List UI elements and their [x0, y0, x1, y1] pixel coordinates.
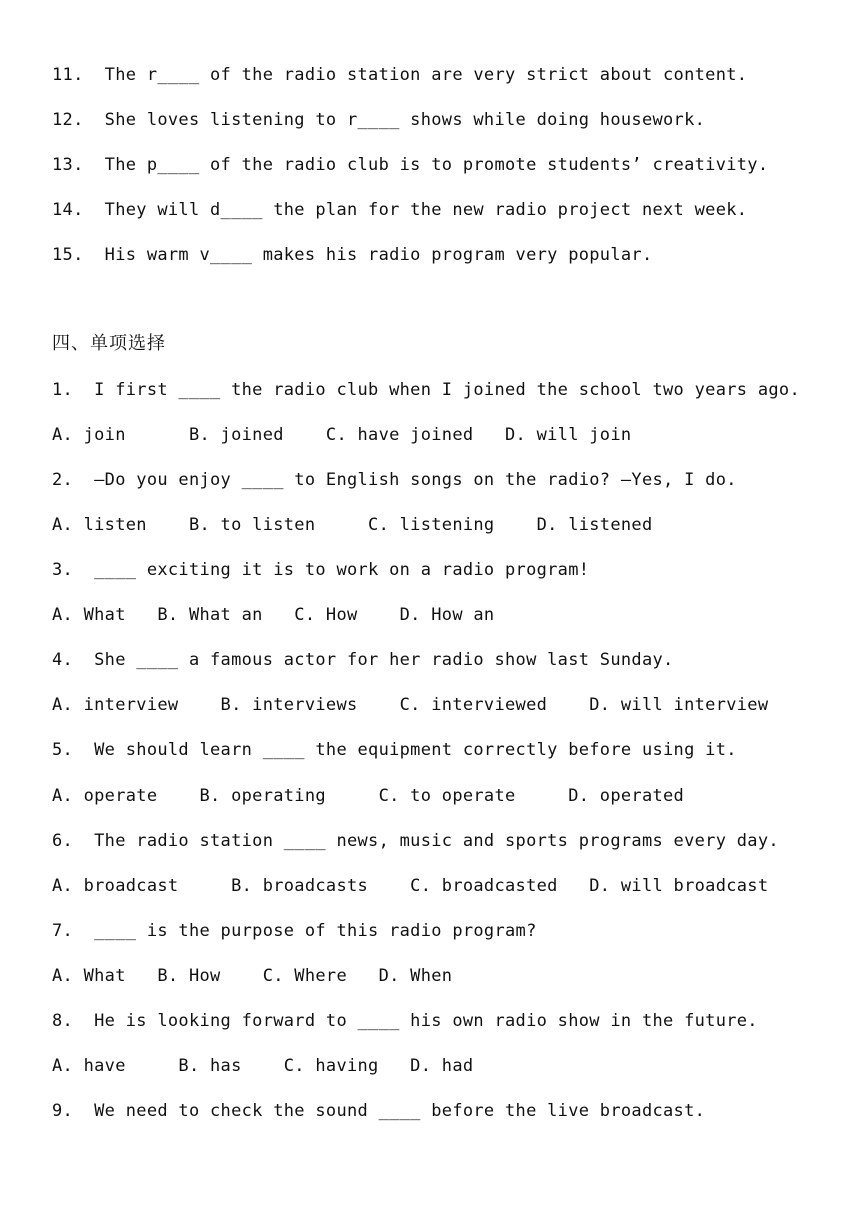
question-7-options: A. What B. How C. Where D. When	[52, 966, 453, 986]
question-2-stem: 2. —Do you enjoy ____ to English songs on the radio? —Yes, I do.	[52, 470, 737, 490]
question-2-options: A. listen B. to listen C. listening D. listened	[52, 515, 653, 535]
question-6-options: A. broadcast B. broadcasts C. broadcasted D. will broadcast	[52, 876, 769, 896]
fill-in-item-12: 12. She loves listening to r____ shows while doing housework.	[52, 110, 706, 130]
question-4-options: A. interview B. interviews C. interviewed D. will interview	[52, 695, 769, 715]
question-5-options: A. operate B. operating C. to operate D. operated	[52, 786, 685, 806]
question-8-stem: 8. He is looking forward to ____ his own radio show in the future.	[52, 1011, 758, 1031]
question-6-stem: 6. The radio station ____ news, music and sports programs every day.	[52, 831, 779, 851]
question-7-stem: 7. ____ is the purpose of this radio program?	[52, 921, 537, 941]
fill-in-item-14: 14. They will d____ the plan for the new radio project next week.	[52, 200, 748, 220]
question-4-stem: 4. She ____ a famous actor for her radio show last Sunday.	[52, 650, 674, 670]
question-1-options: A. join B. joined C. have joined D. will join	[52, 425, 632, 445]
fill-in-item-13: 13. The p____ of the radio club is to promote students’ creativity.	[52, 155, 769, 175]
question-8-options: A. have B. has C. having D. had	[52, 1056, 474, 1076]
question-9-stem: 9. We need to check the sound ____ before the live broadcast.	[52, 1101, 706, 1121]
fill-in-item-15: 15. His warm v____ makes his radio program very popular.	[52, 245, 653, 265]
question-3-stem: 3. ____ exciting it is to work on a radio program!	[52, 560, 590, 580]
question-1-stem: 1. I first ____ the radio club when I joined the school two years ago.	[52, 380, 800, 400]
question-3-options: A. What B. What an C. How D. How an	[52, 605, 495, 625]
fill-in-item-11: 11. The r____ of the radio station are very strict about content.	[52, 65, 748, 85]
question-5-stem: 5. We should learn ____ the equipment correctly before using it.	[52, 740, 737, 760]
section-title: 四、单项选择	[52, 333, 166, 354]
